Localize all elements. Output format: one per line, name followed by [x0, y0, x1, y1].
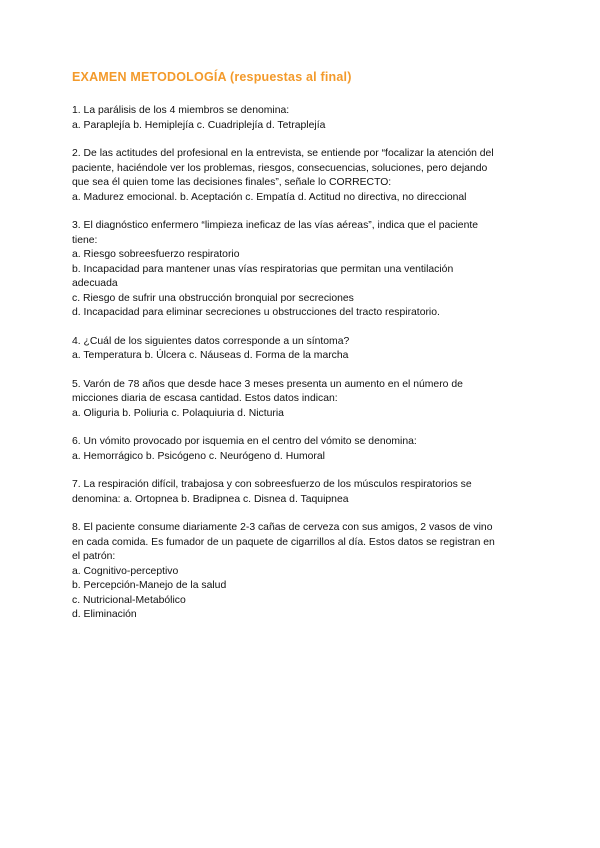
document-page [72, 70, 542, 637]
option-d: d. Eliminación [72, 609, 137, 620]
option-b-continued: adecuada [72, 278, 118, 289]
question-line: que sea él quien tome las decisiones finales”, señale lo CORRECTO: [72, 177, 392, 188]
question-options: a. Madurez emocional. b. Aceptación c. Empatía d. Actitud no directiva, no direccional [72, 191, 467, 203]
option-d: d. Incapacidad para eliminar secreciones u obstrucciones del tracto respiratorio. [72, 307, 440, 318]
option-b: b. Incapacidad para mantener unas vías respiratorias que permitan una ventilación [72, 263, 454, 275]
question-line: el patrón: [72, 551, 116, 562]
question-options: a. Hemorrágico b. Psicógeno c. Neurógeno d. Humoral [72, 450, 325, 462]
question-3 [72, 219, 542, 321]
question-1 [72, 104, 542, 133]
question-4 [72, 335, 542, 364]
question-line: tiene: [72, 234, 98, 246]
question-line: 7. La respiración difícil, trabajosa y con sobreesfuerzo de los músculos respiratorios se [72, 479, 472, 490]
question-options: denomina: a. Ortopnea b. Bradipnea c. Disnea d. Taquipnea [72, 493, 349, 505]
question-options: a. Paraplejía b. Hemiplejía c. Cuadriplejía d. Tetraplejía [72, 119, 326, 131]
document-title: EXAMEN METODOLOGÍA (respuestas al final) [72, 70, 352, 84]
option-a: a. Cognitivo-perceptivo [72, 565, 179, 577]
option-a: a. Riesgo sobreesfuerzo respiratorio [72, 249, 240, 260]
question-7 [72, 478, 542, 507]
option-c: c. Riesgo de sufrir una obstrucción bronquial por secreciones [72, 292, 354, 304]
question-5 [72, 378, 542, 422]
question-line: 3. El diagnóstico enfermero “limpieza ineficaz de las vías aéreas”, indica que el paciente [72, 220, 479, 231]
question-line: 8. El paciente consume diariamente 2-3 cañas de cerveza con sus amigos, 2 vasos de vino [72, 522, 493, 533]
question-options: a. Temperatura b. Úlcera c. Náuseas d. Forma de la marcha [72, 350, 349, 361]
question-line: en cada comida. Es fumador de un paquete de cigarrillos al día. Estos datos se registran en [72, 536, 495, 548]
question-line: 6. Un vómito provocado por isquemia en el centro del vómito se denomina: [72, 436, 417, 447]
question-6 [72, 435, 542, 464]
question-line: micciones diaria de escasa cantidad. Estos datos indican: [72, 393, 338, 404]
option-b: b. Percepción-Manejo de la salud [72, 580, 227, 591]
question-line: 2. De las actitudes del profesional en la entrevista, se entiende por “focalizar la atención del [72, 148, 494, 159]
question-options: a. Oliguria b. Poliuria c. Polaquiuria d. Nicturia [72, 407, 284, 419]
question-line: 5. Varón de 78 años que desde hace 3 meses presenta un aumento en el número de [72, 378, 463, 390]
question-8 [72, 521, 542, 623]
question-line: paciente, haciéndole ver los problemas, riesgos, consecuencias, soluciones, pero dejando [72, 162, 488, 174]
question-line: 1. La parálisis de los 4 miembros se denomina: [72, 105, 290, 116]
option-c: c. Nutricional-Metabólico [72, 594, 186, 606]
question-line: 4. ¿Cuál de los siguientes datos corresponde a un síntoma? [72, 335, 350, 347]
question-2 [72, 147, 542, 205]
